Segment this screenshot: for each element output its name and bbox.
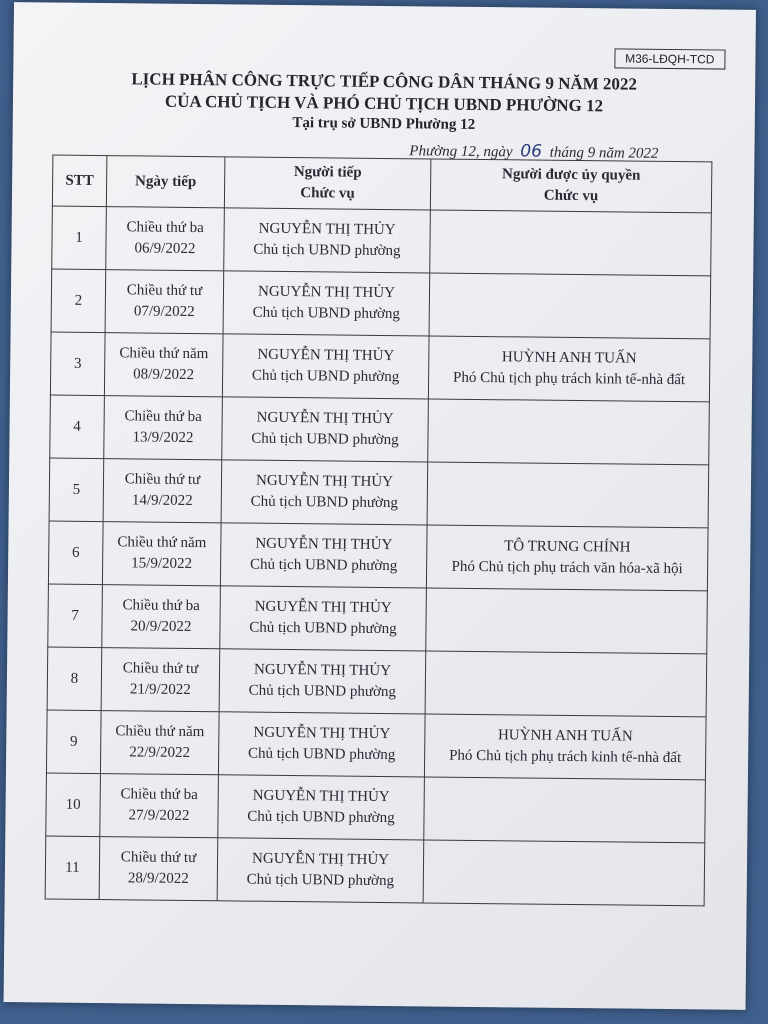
cell-authorized (425, 651, 707, 717)
row-stt: 11 (65, 859, 80, 876)
row-stt: 1 (75, 229, 83, 246)
cell-authorized (427, 462, 709, 528)
header-authorized-line2: Chức vụ (543, 187, 599, 205)
row-receiver-name: NGUYỄN THỊ THỦY (255, 472, 394, 491)
row-receiver-name: NGUYỄN THỊ THỦY (257, 346, 395, 365)
title-line-2: CỦA CHỦ TỊCH VÀ PHÓ CHỦ TỊCH UBND PHƯỜNG 12 (164, 91, 604, 116)
header-receiver-line2: Chức vụ (300, 185, 355, 202)
header-stt: STT (52, 155, 107, 207)
row-authorized-title (431, 620, 703, 623)
row-receiver-title: Chủ tịch UBND phường (249, 619, 397, 638)
row-receiver-title: Chủ tịch UBND phường (253, 241, 401, 260)
cell-authorized (426, 588, 708, 654)
row-day: Chiều thứ tư (122, 660, 199, 678)
row-authorized-title (433, 431, 705, 434)
row-date: 20/9/2022 (130, 618, 192, 636)
table-row (48, 584, 708, 654)
row-date: 21/9/2022 (129, 681, 191, 699)
cell-receiver (217, 838, 424, 903)
row-authorized-title (435, 242, 707, 245)
cell-authorized (423, 840, 705, 906)
row-authorized-title (434, 305, 706, 308)
header-receiver (224, 157, 431, 210)
cell-stt (52, 206, 107, 270)
row-receiver-title: Chủ tịch UBND phường (246, 871, 395, 890)
date-day-handwritten: 06 (520, 141, 543, 162)
date-prefix: Phường 12, ngày (409, 143, 513, 161)
header-receiver-line1: Người tiếp (293, 164, 362, 181)
row-stt: 5 (72, 481, 81, 498)
row-authorized-name (428, 871, 700, 874)
row-receiver-title: Chủ tịch UBND phường (251, 367, 400, 386)
cell-day (103, 459, 222, 523)
table-row (48, 521, 708, 591)
cell-stt (45, 836, 100, 900)
document-code: M36-LĐQH-TCD (614, 48, 726, 69)
table-body (45, 206, 711, 906)
table-row (50, 332, 710, 402)
cell-stt (51, 269, 106, 333)
cell-receiver (220, 523, 427, 588)
cell-authorized (430, 210, 712, 276)
row-stt: 4 (73, 418, 81, 435)
row-receiver-name: NGUYỄN THỊ THỦY (258, 220, 396, 239)
row-authorized-title (432, 494, 704, 497)
row-receiver-title: Chủ tịch UBND phường (249, 556, 398, 575)
row-authorized-title (430, 683, 702, 686)
title-line-3: Tại trụ sở UBND Phường 12 (292, 115, 476, 133)
row-authorized-name (435, 242, 707, 245)
cell-stt (48, 521, 103, 585)
table-row (45, 836, 705, 906)
document-paper (4, 2, 756, 1010)
row-authorized-title: Phó Chủ tịch phụ trách văn hóa-xã hội (451, 558, 683, 578)
cell-authorized (424, 714, 706, 780)
row-receiver-name: NGUYỄN THỊ THỦY (257, 283, 396, 302)
row-date: 14/9/2022 (131, 492, 193, 510)
date-suffix: tháng 9 năm 2022 (549, 144, 659, 162)
cell-receiver (224, 208, 431, 273)
cell-day (100, 711, 219, 775)
row-receiver-name: NGUYỄN THỊ THỦY (254, 598, 392, 617)
cell-receiver (220, 586, 427, 651)
table-row (52, 206, 712, 276)
row-receiver-name: NGUYỄN THỊ THỦY (252, 850, 390, 869)
row-stt: 10 (65, 796, 81, 813)
cell-day (101, 648, 220, 712)
cell-stt (47, 647, 102, 711)
row-receiver-name: NGUYỄN THỊ THỦY (252, 787, 390, 806)
row-authorized-name (433, 431, 705, 434)
table-row (46, 773, 706, 843)
title-line-1: LỊCH PHÂN CÔNG TRỰC TIẾP CÔNG DÂN THÁNG 9 NĂM 2022 (131, 69, 638, 94)
row-day: Chiều thứ năm (117, 534, 207, 552)
row-authorized-title (429, 809, 701, 812)
row-receiver-name: NGUYỄN THỊ THỦY (255, 535, 393, 554)
cell-authorized (426, 525, 708, 591)
row-receiver-title: Chủ tịch UBND phường (250, 493, 399, 512)
row-receiver-title: Chủ tịch UBND phường (251, 430, 399, 449)
table-row (49, 458, 709, 528)
row-authorized-name (429, 809, 701, 812)
cell-receiver (222, 334, 429, 399)
row-stt: 9 (69, 733, 78, 750)
table-row (47, 647, 707, 717)
cell-stt (50, 332, 105, 396)
row-authorized-name: HUỲNH ANH TUẤN (501, 349, 637, 367)
row-authorized-name: HUỲNH ANH TUẤN (497, 727, 633, 745)
cell-day (104, 396, 223, 460)
row-date: 15/9/2022 (131, 555, 193, 573)
row-day: Chiều thứ ba (122, 597, 200, 615)
table-row (50, 395, 710, 465)
row-date: 27/9/2022 (128, 807, 190, 824)
cell-stt (46, 710, 101, 774)
row-stt: 7 (71, 607, 79, 624)
row-day: Chiều thứ năm (115, 723, 205, 741)
table-row (51, 269, 711, 339)
row-authorized-name (432, 494, 704, 497)
table-header-row (52, 155, 711, 213)
cell-stt (46, 773, 101, 837)
cell-receiver (218, 775, 425, 840)
row-receiver-title: Chủ tịch UBND phường (247, 808, 395, 827)
row-day: Chiều thứ ba (124, 408, 202, 426)
cell-authorized (428, 399, 710, 465)
header-authorized-line1: Người được ủy quyền (501, 166, 641, 184)
cell-authorized (424, 777, 706, 843)
cell-receiver (219, 649, 426, 714)
row-authorized-title (428, 871, 700, 874)
cell-authorized (428, 336, 710, 402)
header-authorized (430, 159, 712, 213)
row-date: 08/9/2022 (133, 366, 195, 384)
row-authorized-name (434, 305, 706, 308)
table-row (46, 710, 706, 780)
row-stt: 2 (74, 292, 83, 309)
row-receiver-name: NGUYỄN THỊ THỦY (253, 724, 391, 743)
row-day: Chiều thứ tư (126, 282, 203, 300)
schedule-table (45, 155, 713, 907)
row-authorized-title: Phó Chủ tịch phụ trách kinh tế-nhà đất (449, 747, 682, 767)
row-day: Chiều thứ ba (120, 786, 198, 804)
row-date: 06/9/2022 (134, 240, 196, 258)
cell-day (99, 837, 218, 901)
cell-receiver (221, 460, 428, 525)
cell-stt (49, 458, 104, 522)
header-day: Ngày tiếp (106, 156, 225, 208)
row-stt: 8 (70, 670, 79, 687)
cell-day (102, 522, 221, 586)
row-authorized-name (430, 683, 702, 686)
cell-receiver (218, 712, 425, 777)
row-receiver-title: Chủ tịch UBND phường (247, 745, 396, 764)
row-authorized-name: TÔ TRUNG CHÍNH (504, 538, 631, 556)
cell-day (106, 207, 225, 271)
cell-receiver (222, 397, 429, 462)
cell-receiver (223, 271, 430, 336)
row-receiver-name: NGUYỄN THỊ THỦY (253, 661, 392, 680)
row-date: 22/9/2022 (129, 744, 191, 761)
row-receiver-name: NGUYỄN THỊ THỦY (256, 409, 394, 428)
row-date: 07/9/2022 (133, 303, 195, 321)
row-stt: 6 (71, 544, 80, 561)
row-date: 13/9/2022 (132, 429, 194, 447)
row-stt: 3 (73, 355, 82, 372)
row-authorized-title: Phó Chủ tịch phụ trách kinh tế-nhà đất (452, 369, 686, 389)
row-day: Chiều thứ tư (120, 849, 197, 867)
row-day: Chiều thứ tư (124, 471, 201, 489)
cell-day (102, 585, 221, 649)
cell-authorized (429, 273, 711, 339)
row-day: Chiều thứ năm (119, 345, 209, 363)
row-authorized-name (431, 620, 703, 623)
cell-stt (48, 584, 103, 648)
cell-day (100, 774, 219, 838)
cell-day (105, 270, 224, 334)
row-receiver-title: Chủ tịch UBND phường (252, 304, 401, 323)
row-receiver-title: Chủ tịch UBND phường (248, 682, 397, 701)
cell-day (104, 333, 223, 397)
cell-stt (50, 395, 105, 459)
row-day: Chiều thứ ba (126, 219, 204, 237)
row-date: 28/9/2022 (127, 870, 189, 887)
